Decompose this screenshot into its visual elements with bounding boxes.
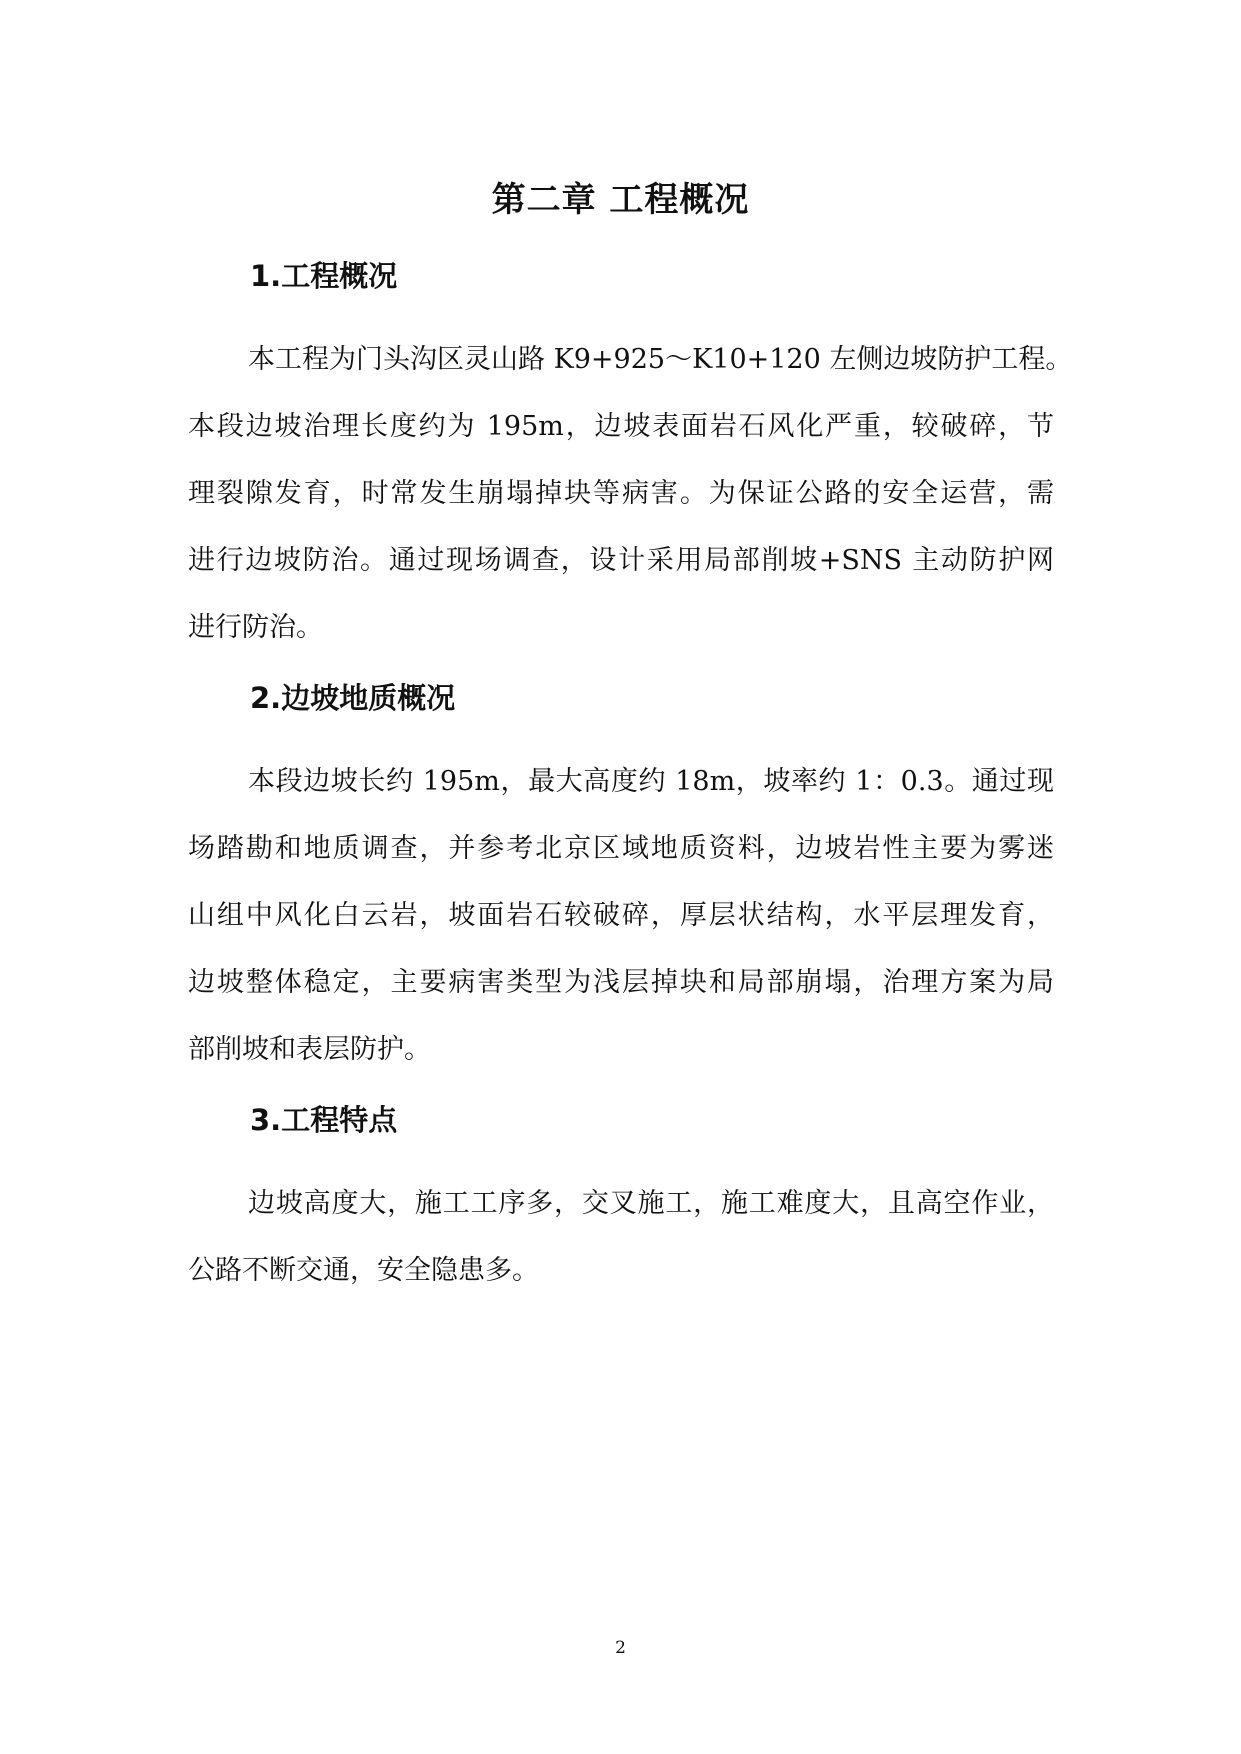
paragraph-line: 边坡整体稳定，主要病害类型为浅层掉块和局部崩塌，治理方案为局 (188, 967, 1054, 998)
paragraph-line: 本工程为门头沟区灵山路 K9+925～K10+120 左侧边坡防护工程。 (248, 344, 1073, 375)
paragraph-line: 理裂隙发育，时常发生崩塌掉块等病害。为保证公路的安全运营，需 (188, 478, 1054, 509)
paragraph-line: 进行防治。 (188, 612, 323, 643)
paragraph-line: 本段边坡治理长度约为 195m，边坡表面岩石风化严重，较破碎，节 (188, 411, 1054, 442)
paragraph-line: 本段边坡长约 195m，最大高度约 18m，坡率约 1：0.3。通过现 (248, 766, 1054, 797)
paragraph-line: 部削坡和表层防护。 (188, 1034, 431, 1065)
section-1-paragraph (188, 326, 1073, 661)
section-heading-2: 2.边坡地质概况 (250, 681, 456, 715)
section-2-paragraph (188, 748, 1054, 1083)
section-heading-3: 3.工程特点 (250, 1103, 398, 1137)
paragraph-line: 边坡高度大，施工工序多，交叉施工，施工难度大，且高空作业， (248, 1188, 1054, 1219)
paragraph-line: 山组中风化白云岩，坡面岩石较破碎，厚层状结构，水平层理发育， (188, 900, 1054, 931)
chapter-title: 第二章 工程概况 (491, 180, 750, 220)
paragraph-line: 公路不断交通，安全隐患多。 (188, 1255, 539, 1286)
paragraph-line: 场踏勘和地质调查，并参考北京区域地质资料，边坡岩性主要为雾迷 (188, 833, 1054, 864)
section-heading-1: 1.工程概况 (250, 259, 398, 293)
paragraph-line: 进行边坡防治。通过现场调查，设计采用局部削坡+SNS 主动防护网 (188, 545, 1054, 576)
section-3-paragraph (188, 1170, 1054, 1304)
page-number: 2 (615, 1638, 626, 1658)
